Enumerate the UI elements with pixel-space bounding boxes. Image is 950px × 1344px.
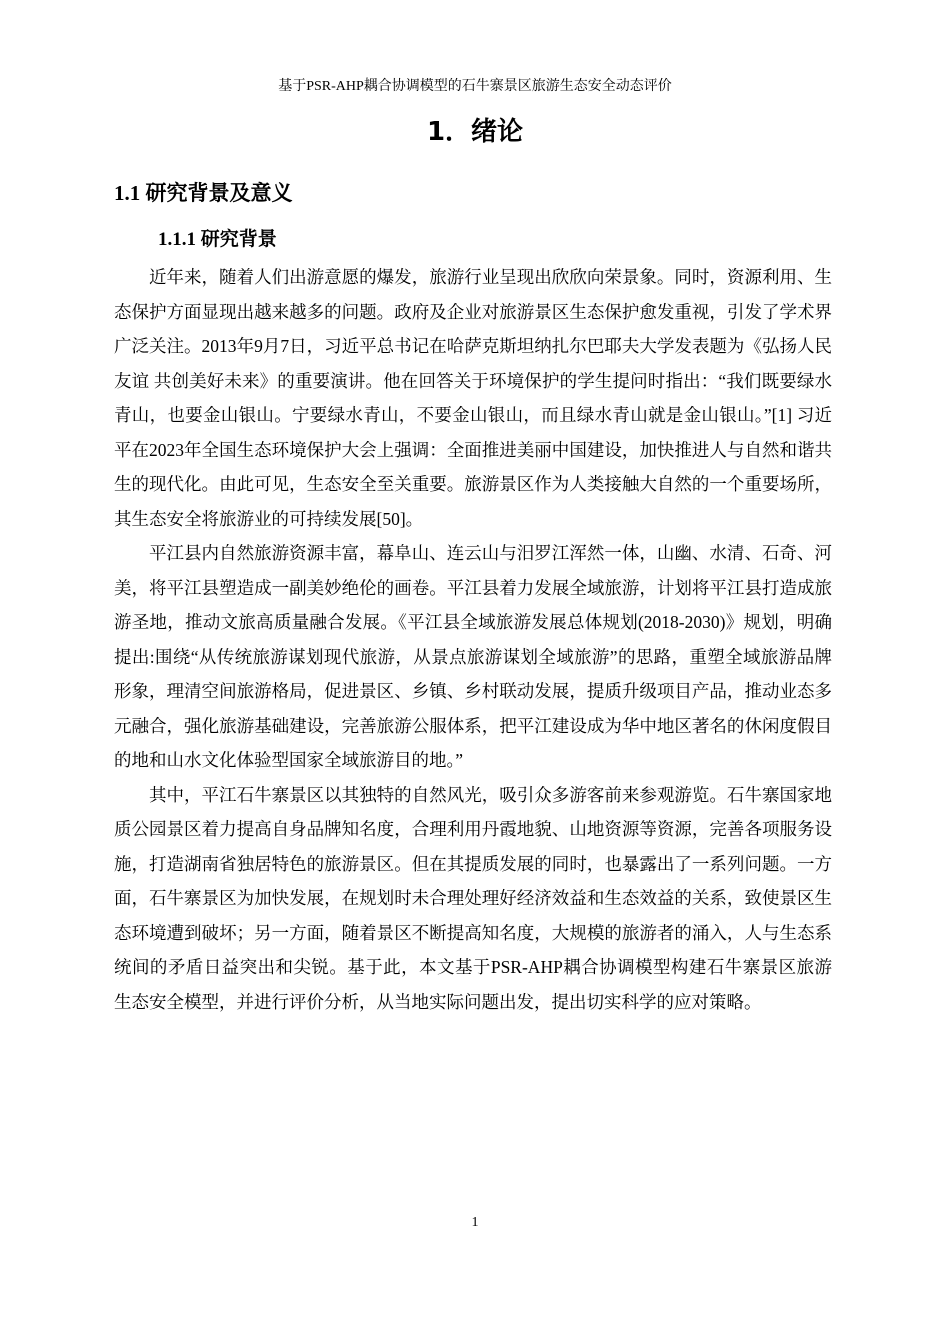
- paragraph-research-background: 近年来，随着人们出游意愿的爆发，旅游行业呈现出欣欣向荣景象。同时，资源利用、生态保护方面显现出越来越多的问题。政府及企业对旅游景区生态保护愈发重视，引发了学术界广泛关注。2013年9月7日，习近平总书记在哈萨克斯坦纳扎尔巴耶夫大学发表题为《弘扬人民友谊 共创美好未来》的重要演讲。他在回答关于环境保护的学生提问时指出：“我们既要绿水青山，也要金山银山。宁要绿水青山，不要金山银山，而且绿水青山就是金山银山。”[1] 习近平在2023年全国生态环境保护大会上强调：全面推进美丽中国建设，加快推进人与自然和谐共生的现代化。由此可见，生态安全至关重要。旅游景区作为人类接触大自然的一个重要场所，其生态安全将旅游业的可持续发展[50]。: [114, 267, 832, 529]
- paragraph-shiniuzhai-scenic-area: 其中，平江石牛寨景区以其独特的自然风光，吸引众多游客前来参观游览。石牛寨国家地质公园景区着力提高自身品牌知名度，合理利用丹霞地貌、山地资源等资源，完善各项服务设施，打造湖南省独居特色的旅游景区。但在其提质发展的同时，也暴露出了一系列问题。一方面，石牛寨景区为加快发展，在规划时未合理处理好经济效益和生态效益的关系，致使景区生态环境遭到破坏；另一方面，随着景区不断提高知名度，大规模的旅游者的涌入，人与生态系统间的矛盾日益突出和尖锐。基于此，本文基于PSR-AHP耦合协调模型构建石牛寨景区旅游生态安全模型，并进行评价分析，从当地实际问题出发，提出切实科学的应对策略。: [114, 784, 832, 1012]
- paragraph-pingjiang-tourism: 平江县内自然旅游资源丰富，幕阜山、连云山与汨罗江浑然一体，山幽、水清、石奇、河美，将平江县塑造成一副美妙绝伦的画卷。平江县着力发展全域旅游，计划将平江县打造成旅游圣地，推动文旅高质量融合发展。《平江县全域旅游发展总体规划(2018-2030)》规划，明确提出:围绕“从传统旅游谋划现代旅游，从景点旅游谋划全域旅游”的思路，重塑全域旅游品牌形象，理清空间旅游格局，促进景区、乡镇、乡村联动发展，提质升级项目产品，推动业态多元融合，强化旅游基础建设，完善旅游公服体系，把平江建设成为华中地区著名的休闲度假目的地和山水文化体验型国家全域旅游目的地。”: [114, 543, 832, 770]
- chapter-title: 1．绪论: [426, 117, 524, 147]
- section-title: 1.1 研究背景及意义: [114, 181, 293, 205]
- subsection-title: 1.1.1 研究背景: [158, 229, 277, 250]
- body-text: [114, 260, 832, 1019]
- page-number: 1: [471, 1215, 479, 1230]
- running-header: 基于PSR-AHP耦合协调模型的石牛寨景区旅游生态安全动态评价: [278, 79, 672, 94]
